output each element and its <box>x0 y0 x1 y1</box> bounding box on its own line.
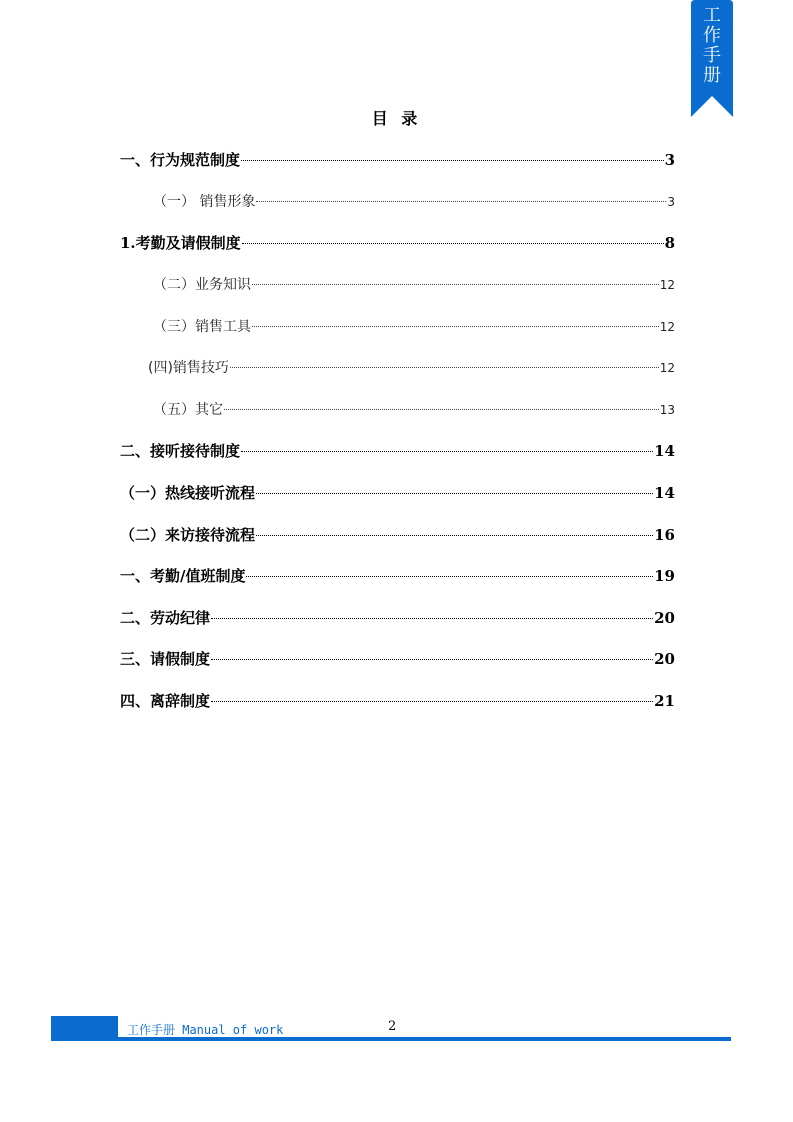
toc-entry-label: 四、离辞制度 <box>120 692 211 710</box>
toc-entry[interactable] <box>120 149 675 169</box>
toc-entry[interactable] <box>120 440 675 460</box>
toc-entry-label: 二、接听接待制度 <box>120 442 241 460</box>
toc-entry-label: （二）来访接待流程 <box>120 526 256 544</box>
toc-leader <box>252 326 659 327</box>
toc-entry-label: 1.考勤及请假制度 <box>120 234 241 252</box>
toc-entry[interactable] <box>148 357 675 377</box>
toc-leader <box>230 367 659 368</box>
toc-entry-page: 13 <box>659 403 675 417</box>
toc-entry-page: 14 <box>654 442 675 460</box>
toc-leader <box>211 618 653 619</box>
toc-entry[interactable] <box>120 607 675 627</box>
toc-entry[interactable] <box>153 316 675 336</box>
toc-entry-label: （一）热线接听流程 <box>120 484 256 502</box>
page-number: 2 <box>388 1019 397 1034</box>
toc-leader <box>241 160 664 161</box>
toc-entry-page: 12 <box>659 361 675 375</box>
toc-leader <box>242 243 664 244</box>
toc-entry-page: 8 <box>664 234 675 252</box>
toc-leader <box>224 409 659 410</box>
toc-leader <box>256 493 653 494</box>
toc-entry-page: 20 <box>654 609 675 627</box>
toc-entry-page: 3 <box>667 195 675 209</box>
toc-leader <box>211 659 653 660</box>
toc-entry[interactable] <box>120 232 675 252</box>
toc-leader <box>211 701 653 702</box>
toc-entry-label: 一、考勤/值班制度 <box>120 567 246 585</box>
corner-ribbon <box>691 0 733 117</box>
toc-entry-page: 12 <box>659 278 675 292</box>
toc-entry-label: （一） 销售形象 <box>153 194 256 210</box>
toc-entry[interactable] <box>120 565 675 585</box>
toc-leader <box>246 576 653 577</box>
toc-entry[interactable] <box>120 690 675 710</box>
toc-entry-label: （三）销售工具 <box>153 319 251 335</box>
toc-entry-label: 二、劳动纪律 <box>120 609 211 627</box>
toc-entry-page: 16 <box>654 526 675 544</box>
toc-entry-label: 一、行为规范制度 <box>120 151 241 169</box>
toc-entry-page: 14 <box>654 484 675 502</box>
toc-entry[interactable] <box>153 399 675 419</box>
toc-entry-page: 12 <box>659 320 675 334</box>
toc-entry[interactable] <box>153 274 675 294</box>
toc-entry-label: （五）其它 <box>153 402 223 418</box>
toc-leader <box>256 201 666 202</box>
toc-entry[interactable] <box>120 648 675 668</box>
toc-leader <box>241 451 653 452</box>
toc-entry[interactable] <box>120 524 675 544</box>
toc-title: 目 录 <box>371 109 422 128</box>
ribbon-label: 工作手册 <box>703 5 721 86</box>
toc-entry-page: 19 <box>654 567 675 585</box>
toc-leader <box>256 535 653 536</box>
toc-entry[interactable] <box>153 191 675 211</box>
toc-entry[interactable] <box>120 482 675 502</box>
toc-entry-label: (四)销售技巧 <box>148 360 229 376</box>
toc-leader <box>252 284 659 285</box>
footer-title: 工作手册 Manual of work <box>127 1023 284 1037</box>
toc-entry-page: 21 <box>654 692 675 710</box>
toc-entry-label: （二）业务知识 <box>153 277 251 293</box>
toc-entry-page: 20 <box>654 650 675 668</box>
toc-entry-label: 三、请假制度 <box>120 650 211 668</box>
toc-entry-page: 3 <box>664 151 675 169</box>
